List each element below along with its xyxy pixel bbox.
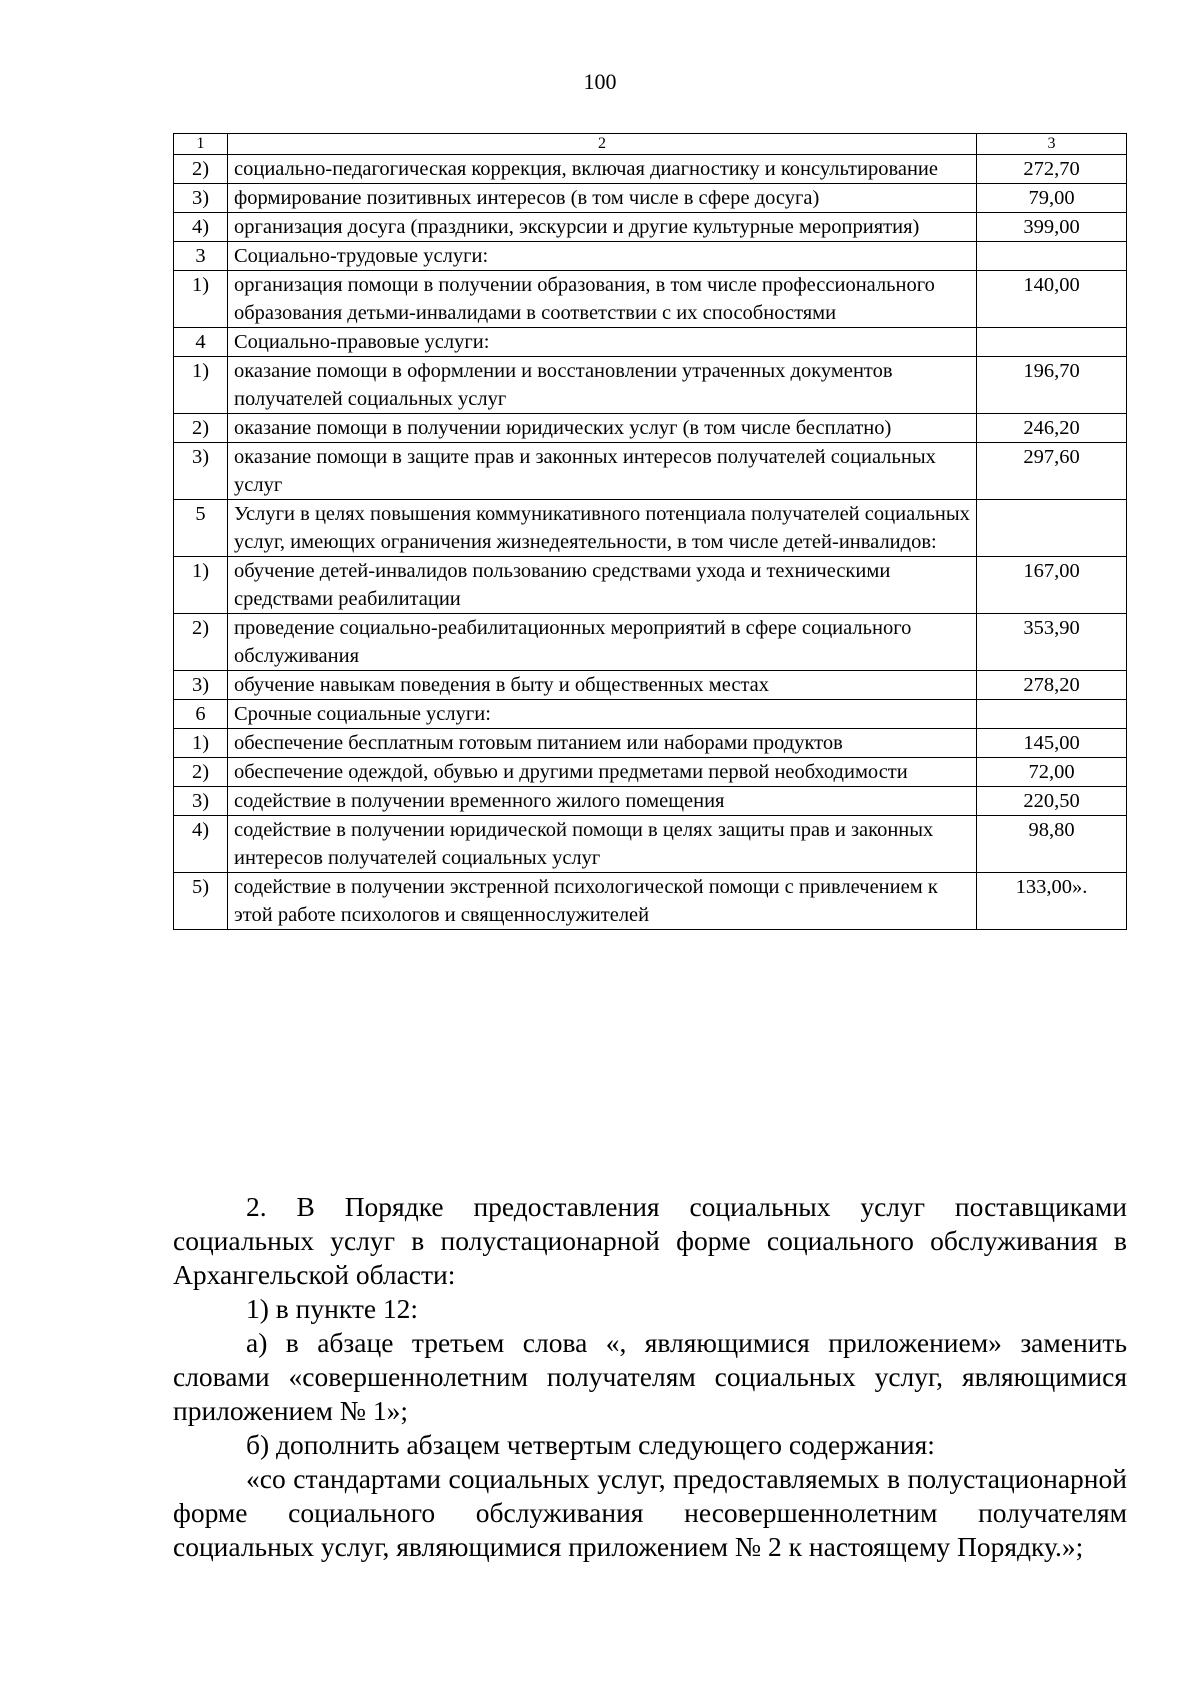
table-row (174, 155, 1127, 184)
service-name-cell: Социально-трудовые услуги: (228, 242, 977, 271)
price-cell: 220,50 (977, 787, 1127, 816)
row-number-cell: 1) (174, 271, 228, 328)
table-row (174, 414, 1127, 443)
row-number-cell: 3) (174, 443, 228, 500)
price-cell: 133,00». (977, 873, 1127, 930)
table-row (174, 729, 1127, 758)
row-number-cell: 2) (174, 758, 228, 787)
table-row (174, 213, 1127, 242)
row-number-cell: 1) (174, 357, 228, 414)
column-header-number: 1 (174, 134, 228, 155)
price-cell (977, 700, 1127, 729)
price-cell (977, 500, 1127, 557)
row-number-cell: 2) (174, 155, 228, 184)
services-price-table (173, 133, 1127, 930)
row-number-cell: 3) (174, 671, 228, 700)
paragraph: б) дополнить абзацем четвертым следующего содержания: (246, 1429, 935, 1460)
page-number: 100 (583, 69, 617, 94)
table-row (174, 816, 1127, 873)
row-number-cell: 4 (174, 328, 228, 357)
column-header-service: 2 (228, 134, 977, 155)
table-row (174, 184, 1127, 213)
service-name-cell: социально-педагогическая коррекция, включая диагностику и консультирование (228, 155, 977, 184)
table-row (174, 614, 1127, 671)
paragraph: а) в абзаце третьем слова «, являющимися приложением» заменить словами «совершеннолетним получателям социальных услуг, являющимися приложением № 1»; (173, 1327, 1127, 1426)
price-cell: 98,80 (977, 816, 1127, 873)
service-name-cell: оказание помощи в защите прав и законных интересов получателей социальных услуг (228, 443, 977, 500)
price-cell (977, 328, 1127, 357)
service-name-cell: формирование позитивных интересов (в том числе в сфере досуга) (228, 184, 977, 213)
price-cell: 297,60 (977, 443, 1127, 500)
row-number-cell: 3) (174, 787, 228, 816)
price-cell: 246,20 (977, 414, 1127, 443)
service-name-cell: содействие в получении временного жилого помещения (228, 787, 977, 816)
row-number-cell: 5) (174, 873, 228, 930)
price-cell: 79,00 (977, 184, 1127, 213)
row-number-cell: 5 (174, 500, 228, 557)
table-row (174, 328, 1127, 357)
table-header-row (174, 134, 1127, 155)
service-name-cell: оказание помощи в получении юридических услуг (в том числе бесплатно) (228, 414, 977, 443)
table-row (174, 873, 1127, 930)
service-name-cell: содействие в получении экстренной психологической помощи с привлечением к этой работе психологов и священнослужителей (228, 873, 977, 930)
service-name-cell: проведение социально-реабилитационных мероприятий в сфере социального обслуживания (228, 614, 977, 671)
paragraph: «со стандартами социальных услуг, предоставляемых в полустационарной форме социального обслуживания несовершеннолетним получателям социальных услуг, являющимися приложением № 2 к настоящему Порядку.»; (173, 1463, 1127, 1562)
table-row (174, 671, 1127, 700)
table-row (174, 500, 1127, 557)
price-cell: 72,00 (977, 758, 1127, 787)
row-number-cell: 4) (174, 816, 228, 873)
service-name-cell: обеспечение одеждой, обувью и другими предметами первой необходимости (228, 758, 977, 787)
service-name-cell: обучение детей-инвалидов пользованию средствами ухода и техническими средствами реабилитации (228, 557, 977, 614)
table-row (174, 242, 1127, 271)
table-row (174, 700, 1127, 729)
price-cell: 353,90 (977, 614, 1127, 671)
service-name-cell: Срочные социальные услуги: (228, 700, 977, 729)
table-row (174, 557, 1127, 614)
row-number-cell: 4) (174, 213, 228, 242)
price-cell: 140,00 (977, 271, 1127, 328)
document-body-text (173, 1190, 1127, 1564)
column-header-price: 3 (977, 134, 1127, 155)
row-number-cell: 3 (174, 242, 228, 271)
row-number-cell: 2) (174, 414, 228, 443)
table-row (174, 758, 1127, 787)
service-name-cell: содействие в получении юридической помощи в целях защиты прав и законных интересов получателей социальных услуг (228, 816, 977, 873)
row-number-cell: 2) (174, 614, 228, 671)
row-number-cell: 1) (174, 557, 228, 614)
table-row (174, 271, 1127, 328)
paragraph: 1) в пункте 12: (246, 1293, 419, 1324)
service-name-cell: Услуги в целях повышения коммуникативного потенциала получателей социальных услуг, имеющих ограничения жизнедеятельности, в том числе детей-инвалидов: (228, 500, 977, 557)
service-name-cell: организация помощи в получении образования, в том числе профессионального образования детьми-инвалидами в соответствии с их способностями (228, 271, 977, 328)
price-cell: 272,70 (977, 155, 1127, 184)
price-cell: 167,00 (977, 557, 1127, 614)
service-name-cell: Социально-правовые услуги: (228, 328, 977, 357)
table-body (174, 155, 1127, 930)
paragraph: 2. В Порядке предоставления социальных услуг поставщиками социальных услуг в полустационарной форме социального обслуживания в Архангельской области: (173, 1191, 1127, 1290)
row-number-cell: 3) (174, 184, 228, 213)
service-name-cell: обеспечение бесплатным готовым питанием или наборами продуктов (228, 729, 977, 758)
service-name-cell: организация досуга (праздники, экскурсии и другие культурные мероприятия) (228, 213, 977, 242)
price-cell: 145,00 (977, 729, 1127, 758)
row-number-cell: 1) (174, 729, 228, 758)
table-row (174, 443, 1127, 500)
service-name-cell: обучение навыкам поведения в быту и общественных местах (228, 671, 977, 700)
price-cell (977, 242, 1127, 271)
service-name-cell: оказание помощи в оформлении и восстановлении утраченных документов получателей социальных услуг (228, 357, 977, 414)
table-row (174, 357, 1127, 414)
price-cell: 196,70 (977, 357, 1127, 414)
price-cell: 399,00 (977, 213, 1127, 242)
table-row (174, 787, 1127, 816)
row-number-cell: 6 (174, 700, 228, 729)
price-cell: 278,20 (977, 671, 1127, 700)
